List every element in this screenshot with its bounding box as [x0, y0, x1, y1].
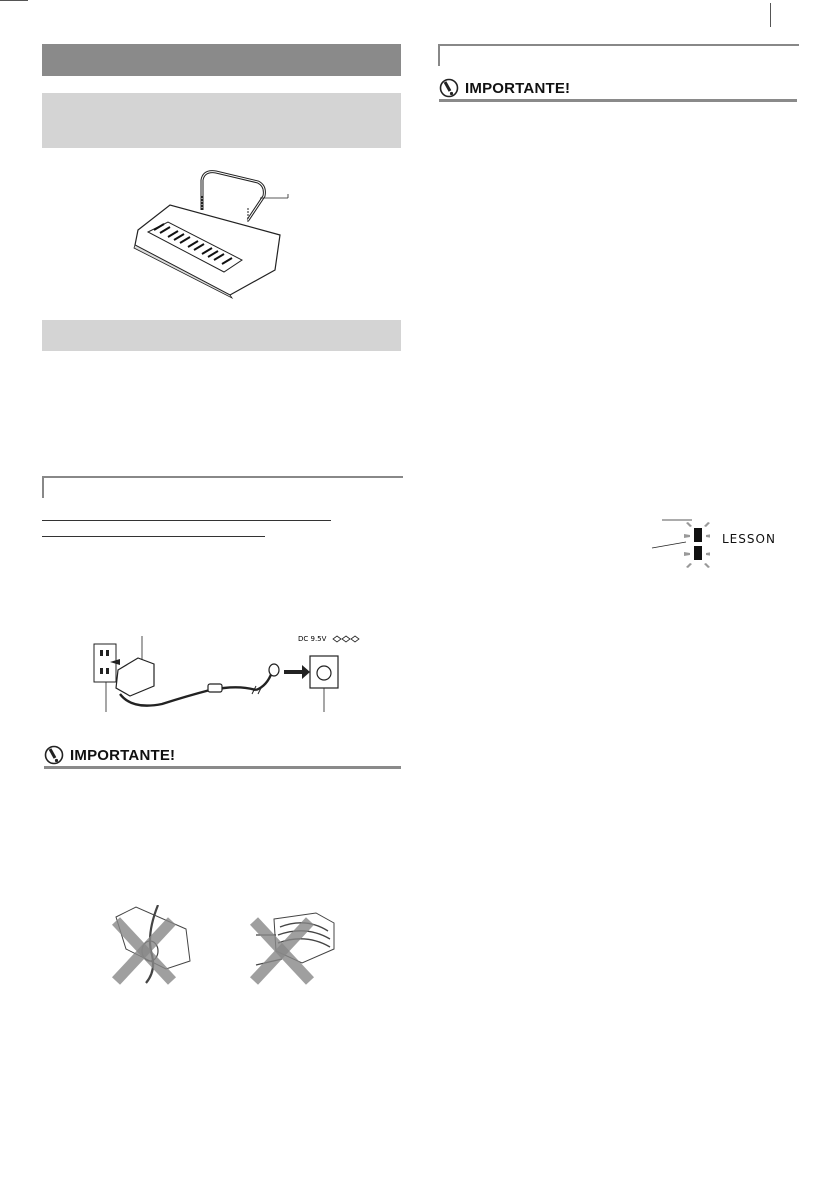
subsection-heading-ac-adapter — [42, 476, 403, 498]
subsection-heading-right — [438, 44, 799, 66]
chapter-title-bar — [42, 44, 401, 76]
keyboard-music-stand-illustration — [120, 160, 300, 300]
crop-mark-top-left — [0, 0, 28, 1]
important-heading-left — [44, 744, 401, 769]
dc-jack-label: DC 9.5V — [298, 635, 327, 643]
section-title-box-music-stand — [42, 93, 401, 148]
lesson-indicator-label: LESSON — [722, 532, 776, 546]
important-label: IMPORTANTE! — [70, 746, 176, 764]
section-title-bar-power — [42, 320, 401, 351]
ac-adapter-illustration — [92, 630, 362, 715]
important-label: IMPORTANTE! — [465, 79, 571, 97]
crop-mark-top-right — [770, 3, 771, 27]
lesson-display-illustration — [650, 512, 800, 600]
important-icon — [439, 78, 459, 98]
prohibited-cord-handling-illustration — [106, 905, 346, 985]
important-heading-right — [439, 77, 797, 102]
underline-1 — [42, 520, 331, 521]
underline-2 — [42, 536, 265, 537]
important-icon — [44, 745, 64, 765]
